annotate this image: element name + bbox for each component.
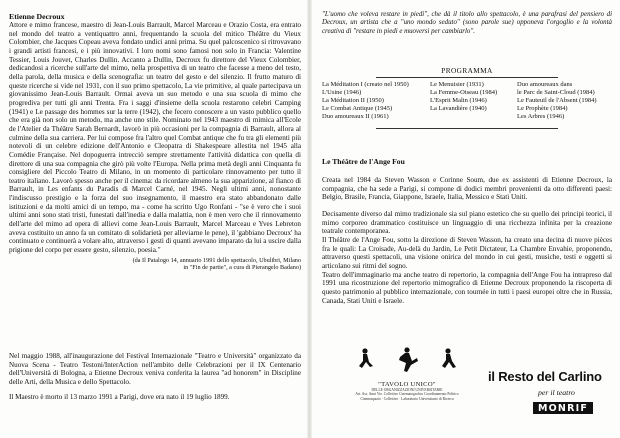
- ange-fou-paragraph-3: Il Théâtre de l'Ange Fou, sotto la direzione di Steven Wasson, ha creato una decina di nuove pièces fra le quali: La Croisade, Au-delà du Jardin, Le Petit Dictateur, La Chambre Envahie, proponendo, attraverso questi spettacoli, una visione onirica del mondo in cui gesti, musiche, testi e oggetti si articolano sui ritmi del sogno.: [322, 235, 612, 270]
- programma-item: le Parc de Saint-Cloud (1984): [517, 89, 595, 97]
- ange-fou-paragraph-1: Creata nel 1984 da Steven Wasson e Corinne Soum, due ex assistenti di Etienne Decroux, la compagnia, che ha sede a Parigi, si compone di dodici membri provenienti da otto differenti paesi: Belgio, Brasile, Francia, Giappone, Israele, Italia, Messico e Stati Uniti.: [322, 176, 612, 202]
- quote-block: [322, 11, 612, 36]
- programma-item: Le Menuisier (1931): [430, 81, 484, 88]
- resto-del-carlino-logo: il Resto del Carlino: [488, 369, 602, 384]
- bio-heading: Etienne Decroux: [9, 12, 65, 21]
- monrif-logo: MONRIF: [533, 402, 593, 414]
- right-page: [312, 0, 620, 438]
- ange-fou-section: [322, 157, 612, 166]
- bio-text: Attore e mimo francese, maestro di Jean-Louis Barrault, Marcel Marceau e Orazio Costa, era entrato nel mondo del teatro a ventiquattro anni, frequentando la scuola del mitico Théâtre du Vieux Colombier, che Jacques Copeau aveva fondato undici anni prima. Su quel palcoscenico si ritrovavano i grandi artisti francesi, e i più innovativi. I loro nomi sono famosi non solo in Francia: Valentine Tessier, Louis Jouvet, Charles Dullin. Accanto a Dullin, Decroux fu direttore del Vieux Colombier, dedicandosi a ricerche sull'arte del mimo, nella prospettiva di un teatro che facesse a meno del testo, della parola, della musica e della scenografia: un teatro del gesto e del silenzio. Il frutto maturo di queste ricerche si vide nel 1931, con il suo primo spettacolo, La vie primitive, al quale partecipava un giovanissimo Jean-Louis Barrault. Ormai aveva un suo metodo e una sua scuola di mimo che progrediva per tutti gli anni Trenta. Fra i saggi d'insieme della scuola restarono celebri Camping (1941) e Le passage des hommes sur la terre (1942), che fecero conoscere a un vasto pubblico quello che era già non solo un metodo, ma anche uno stile. Nominato nel 1943 maestro di mimica all'Ecole de l'Atelier da Théâtre Sarah Bernardt, lavorò in più occasioni per la compagnia di Barrault, allora al culmine della sua carriera. Per lui compose fra l'altro quel Combat antique che fu tra gli elementi più notevoli di un celebre edizione dell'Antonio e Cleopatra di Shakespeare allestita nel 1945 alla Comédie Française. Nel dopoguerra intrecciò sempre strettamente l'attività didattica con quella di direttore di una sua compagnia che girò più volte l'Europa. Nella prima metà degli anni Cinquanta fu consigliere del Piccolo Teatro di Milano, in un momento di particolare rinnovamento per tutto il teatro italiano. Lavorò spesso anche per il cinema: da ricordare almeno la sua apparizione, al fianco di Barrault, in Les enfants du Paradis di Marcel Carné, nel 1945. Negli ultimi anni, nonostante l'indiscusso prestigio e la forza del suo insegnamento, il maestro era stato abbandonato dalle istituzioni e da molti amici di un tempo, ma - come ha scritto Ugo Ronfani - "se è vero che i suoi ultimi anni sono stati tristi, funestati dall'inedia e dalla malattia, non è men vero che il rinnovamento dell'arte del mimo ad opera di allievi come Jean-Louis Barrault, Marcel Marceau e Yves Lebreton aveva costituito un anno fa un comitato di solidarietà per alleviarne le pene), il 'gabbiano Decroux' ha continuato e continuerà a volare alto, attraverso i gesti di quanti avevano imparato da lui a uscire dalla prigione del corpo per essere gesto, silenzio, poesia.": [9, 21, 301, 255]
- programma-col-1: [322, 81, 409, 121]
- programma-item: L'Esprit Malin (1946): [430, 97, 487, 105]
- citation-line-1: (da Il Patalogo 14, annuario 1991 dello spettacolo, Ubulibri, Milano: [132, 256, 301, 264]
- ange-fou-text: [322, 176, 612, 305]
- laurea-section: [9, 352, 301, 401]
- programma-item: La Méditation I (creato nel 1950): [322, 81, 409, 88]
- programma-item: Le Prophète (1984): [517, 105, 568, 113]
- death-paragraph: Il Maestro è morto il 13 marzo 1991 a Parigi, dove era nato il 19 luglio 1899.: [9, 392, 230, 401]
- programma-title: PROGRAMMA: [441, 66, 493, 75]
- left-page: [0, 0, 307, 438]
- programma-item: L'Usine (1946): [322, 89, 362, 97]
- programma-item: Le Combat Antique (1945): [322, 105, 393, 113]
- tavolo-sub-2: Art. Ass. Anni Vio. Collettivo Cinematografico Coordinamento Politico: [355, 392, 459, 397]
- programma-item: La Méditation II (1950): [322, 97, 384, 105]
- programma-rule-top: [376, 77, 558, 78]
- section-title: Le Théâtre de l'Ange Fou: [322, 157, 405, 166]
- programma-block: [322, 66, 612, 78]
- programma-col-3: [517, 81, 597, 121]
- programma-item: La Lavandière (1940): [430, 105, 487, 113]
- dancers-logo-icon: [352, 346, 462, 376]
- ange-fou-paragraph-4: Teatro dell'immaginario ma anche teatro di repertorio, la compagnia dell'Ange Fou ha intrapreso dal 1991 una ricostruzione del repertorio mimografico di Etienne Decroux proponendo la riscoperta di questo patrimonio al pubblico internazionale, con tournée in tutti i paesi europei oltre che in Russia, Canada, Stati Uniti e Israele.: [322, 270, 612, 305]
- tavolo-name: "TAVOLO UNICO": [378, 381, 436, 388]
- programma-item: Duo amoureaux dans: [517, 81, 573, 88]
- programma-item: Le Fauteuil de l'Absent (1984): [517, 97, 597, 105]
- per-il-teatro-text: per il teatro: [538, 388, 575, 397]
- programma-rule-bottom: [376, 128, 558, 129]
- programma-item: Les Arbres (1946): [517, 113, 565, 121]
- citation-line-2: in "Fin de partie", a cura di Pierangelo Badano): [183, 264, 301, 272]
- tavolo-unico-logo: [352, 346, 462, 401]
- programma-item: Duo amoureaux II (1961): [322, 113, 389, 121]
- decroux-bio-section: [9, 12, 301, 272]
- laurea-paragraph: Nel maggio 1988, all'inaugurazione del Festival Internazionale "Teatro e Università" organizzato da Nuova Scena - Teatro Testoni/InterAction nell'ambito delle Celebrazioni per il IX Centenario dell'Università di Bologna, a Etienne Decroux veniva conferita la laurea "ad honorem" in Discipline delle Arti, della Musica e dello Spettacolo.: [9, 352, 301, 386]
- programma-item: La Femme-Oiseau (1984): [430, 89, 498, 97]
- quote-text: "L'uomo che voleva restare in piedi", che dà il titolo allo spettacolo, è una parafrasi del pensiero di Decroux, un artista che a "uno mondo seduto" (sono parole sue) opponeva l'orgoglio e la volontà creativa di "restare in piedi e muoversi per cambiarlo".: [322, 11, 612, 35]
- programma-col-2: [430, 81, 497, 113]
- tavolo-sub-3: Cinemaspazio · Collettivo · Laboratorio Universitario di Ricerca: [360, 396, 454, 401]
- ange-fou-paragraph-2: Decisamente diverso dal mimo tradizionale sia sul piano estetico che su quello dei principi teorici, il mimo corporeo drammatico costituisce un linguaggio di una ricchezza infinita per la creazione teatrale contemporanea.: [322, 209, 612, 236]
- tavolo-sub-1: DELLE ORGANIZZAZIONI UNIVERSITARIE: [371, 388, 443, 392]
